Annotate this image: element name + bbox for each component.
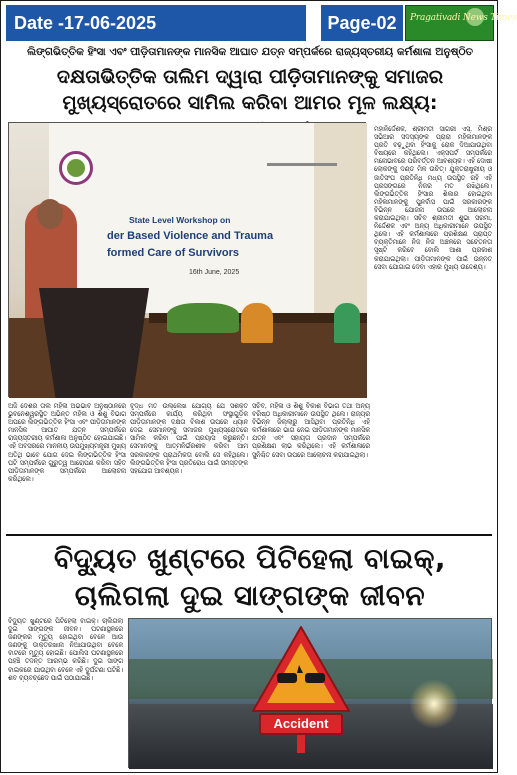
lead-body-right-column: ମହାନିର୍ଦ୍ଦେଶକ, ଶ୍ରୀମତୀ ସାଗରୀ ଏସ୍. ମିଶ୍ର ସଭିଆର ସଦସ୍ୟଙ୍କ ପ୍ରାରା ମହିଳାମାନଙ୍କ ପ୍ରତି ବଢ଼ୁଥିବା ହିଂସାକୁ ରୋକ ଦିଆଯାଉଥିବା ବିଷୟରେ କହିଥିଲେ। ଏକ୍ସପର୍ଟ ସମ୍ପର୍କରେ ମନୋଭାବରେ ପରିବର୍ତ୍ତନ ଆବଶ୍ୟକ। ଏହି ଦୋଷୀ ଲୋକଙ୍କୁ ଦଣ୍ଡ ମିଳ ଉଚିତ୍। ଯୁକ୍ତରାଷ୍ଟ୍ରୀୟ ଓ ଜାତିସଂଘ ପ୍ରତିନିଧି ମଧ୍ୟ ଉପସ୍ଥିତ ରହି ଏହି ପ୍ରସଙ୍ଗରେ ନିଜର ମତ ରଖିଥିଲେ। ଲିଙ୍ଗଭିତ୍ତିକ ହିଂସାର ଶିକାର ହୋଇଥିବା ମହିଳାମାନଙ୍କୁ ପୁନର୍ବାସ ପାଇଁ ସରକାରଙ୍କ ବିଭିନ୍ନ ଯୋଜନା ଉପରେ ଆଲୋଚନା କରାଯାଇଥିଲା। ସଚିବ ଶ୍ରୀମତୀ ଶୁଭା ସରମା, ନିର୍ଦ୍ଦେଶକ ଏବଂ ଅନ୍ୟ ଅଧିକାରୀମାନେ ଉପସ୍ଥିତ ଥିଲେ। ଏହି କର୍ମଶାଳାରେ ପ୍ରଶିକ୍ଷଣ ପ୍ରାପ୍ତ ବ୍ୟକ୍ତିମାନେ ନିଜ ନିଜ ଅଞ୍ଚଳରେ ସଚେତନତା ସୃଷ୍ଟି କରିବେ ବୋଲି ଆଶା ପ୍ରକାଶ କରାଯାଇଥିଲା। ପୀଡ଼ିତାମାନଙ୍କ ପାଇଁ ଉନ୍ନତ ସେବା ଯୋଗାଇ ଦେବା ଏହାର ମୁଖ୍ୟ ଉଦ୍ଦେଶ୍ୟ। [374,126,492,271]
page-number: Page-02 [321,5,403,41]
photo-banner-line-4: 16th June, 2025 [189,269,240,276]
photo-speaker-head [37,199,63,229]
photo-plants [167,303,239,333]
photo-banner-line-2: der Based Violence and Trauma [107,230,274,242]
lead-body-column-2: ବୃଦ୍ଧ ମତ ଉଲ୍ଲେଖ ଯୋଗ୍ୟ ଯେ ସଶକ୍ତ ସମ୍ପର୍କରେ କାର୍ଯ୍ୟ କରିଥିବା ସଂସ୍ଥାଗୁଡ଼ିକ ପୀଡ଼ିତାମାନଙ୍କ ଦକ୍ଷତା ବିକାଶ ଉପରେ ଧ୍ୟାନ ଦେଇ ସେମାନଙ୍କୁ ସମାଜର ମୁଖ୍ୟସ୍ରୋତରେ ସାମିଲ କରିବା ପାଇଁ ପ୍ରୟାସ କରୁଛନ୍ତି। ସେମାନଙ୍କୁ ଆତ୍ମନିର୍ଭରଶୀଳ କରିବା ଆମ ସରକାରଙ୍କ ପ୍ରାଥମିକତା ବୋଲି ସେ କହିଥିଲେ। ଲିଙ୍ଗଭିତ୍ତିକ ହିଂସା ପ୍ରତିରୋଧ ପାଇଁ ସମସ୍ତଙ୍କ ସହଯୋଗ ଆବଶ୍ୟକ। [130,403,249,475]
accident-warning-sign [249,623,353,715]
accident-photo [128,618,492,768]
photo-banner-line-1: State Level Workshop on [129,215,231,225]
photo-ceiling-fan [267,163,337,166]
accident-sign-label: Accident [259,713,343,735]
photo-guest-1 [241,303,273,343]
logo-text: Pragativadi News Times [410,13,517,23]
newspaper-logo [405,5,517,41]
date-label: Date -17-06-2025 [6,5,306,41]
photo-podium [39,288,149,398]
workshop-photo [8,122,366,397]
section-divider [6,534,492,536]
photo2-headlight-glow [409,679,459,729]
lead-kicker: ଲିଙ୍ଗଭିତ୍ତିକ ହିଂସା ଏବଂ ପୀଡ଼ିତାମାନଙ୍କ ମାନସିକ ଆଘାତ ଯତ୍ନ ସମ୍ପର୍କରେ ରାଜ୍ୟସ୍ତରୀୟ କର୍ମଶାଳା ଅନୁଷ୍ଠିତ [27,46,473,58]
lead-body-column-1: ଅଜି ଦେଶର ତାଲ ମହିଳା ଅଭଭାବ ଅନୁଷ୍ଠାନରେ ଭୁବନେଶ୍ୱରସ୍ଥିତ ଅଭିନ୍ତ ମହିଳା ଓ ଶିଶୁ ବିଭାଗ ଅପରେ ଲିଙ୍ଗଭିତ୍ତିକ ହିଂସା ଏବଂ ପୀଡ଼ିତାମାନଙ୍କ ମାନସିକ ଆଘାତ ଯତ୍ନ ସମ୍ପର୍କରେ ରାଜ୍ୟସ୍ତରୀୟ କର୍ମଶାଳା ଅନୁଷ୍ଠିତ ହୋଇଯାଇଛି। ଏହି ଅବସରରେ ମାନନୀୟ ଉପମୁଖ୍ୟମନ୍ତ୍ରୀ ମୁଖ୍ୟ ଅତିଥି ଭାବେ ଯୋଗ ଦେଇ ଲିଙ୍ଗଭିତ୍ତିକ ହିଂସା ଘଟି ସମ୍ପର୍କରେ ଗୁରୁତ୍ୱ ଆରୋପଣ କରିବା ସହିତ ପୀଡ଼ିତାମାନଙ୍କ ସମ୍ପର୍କରେ ଆଲୋଚନା କରିଥିଲେ। [8,403,126,483]
photo-right-panel [314,123,367,313]
photo-guest-2 [334,303,360,343]
lead-body-column-3: ସଚିବ, ମହିଳା ଓ ଶିଶୁ ବିକାଶ ବିଭାଗ ତଥା ଅନ୍ୟ ବରିଷ୍ଠ ଅଧିକାରୀମାନେ ଉପସ୍ଥିତ ଥିଲେ। ରାଜ୍ୟର ବିଭିନ୍ନ ଜିଲ୍ଲାରୁ ଆସିଥିବା ପ୍ରତିନିଧି ଏହି କର୍ମଶାଳାରେ ଭାଗ ନେଇ ପୀଡ଼ିତାମାନଙ୍କ ମାନସିକ ଯତ୍ନ ଏବଂ ସହାୟତା ପ୍ରଦାନ ସମ୍ପର୍କରେ ପ୍ରଶିକ୍ଷଣ ଲାଭ କରିଥିଲେ। ଏହି କର୍ମଶାଳାରେ ସୁନିଶ୍ଚିତ ସେବା ଉପରେ ଆଲୋଚନା କରାଯାଇଥିଲା। [252,403,370,459]
lead-headline: ଦକ୍ଷତାଭିତ୍ତିକ ତାଲିମ ଦ୍ୱାରା ପୀଡ଼ିତାମାନଙ୍କୁ ସମାଜର ମୁଖ୍ୟସ୍ରୋତରେ ସାମିଲ କରିବା ଆମର ମୂଳ ଲକ୍ଷ୍ୟ: [56,66,444,114]
story2-headline: ବିଦ୍ୟୁତ ଖୁଣ୍ଟରେ ପିଟିହେଲା ବାଇକ୍, ଚାଲିଗଲା ଦୁଇ ସାଙ୍ଗଙ୍କ ଜୀବନ [53,542,447,612]
story2-body: ବିଦ୍ୟୁତ ଖୁଣ୍ଟରେ ପିଟିହେଲା ବାଇକ୍। ଚାଲିଗଲା ଦୁଇ ସାଙ୍ଗଙ୍କ ଜୀବନ। ଘଟଣାସ୍ଥଳରେ ଜଣଙ୍କର ମୃତ୍ୟୁ ହୋଇଥିବା ବେଳେ ଆଉ ଜଣଙ୍କୁ ଡାକ୍ତରଖାନା ନିଆଯାଉଥିବା ବେଳେ ବାଟରେ ମୃତ୍ୟୁ ହୋଇଛି। ପୋଲିସ ଘଟଣାସ୍ଥଳରେ ପହଞ୍ଚି ତଦନ୍ତ ଆରମ୍ଭ କରିଛି। ଦୁଇ ସାଙ୍ଗ ବାଇକରେ ଯାଉଥିବା ବେଳେ ଏହି ଦୁର୍ଘଟଣା ଘଟିଛି। ଶବ ବ୍ୟବଚ୍ଛେଦ ପାଇଁ ପଠାଯାଇଛି। [8,618,123,682]
photo-emblem-inner [67,159,85,177]
photo-banner-line-3: formed Care of Survivors [107,247,240,259]
